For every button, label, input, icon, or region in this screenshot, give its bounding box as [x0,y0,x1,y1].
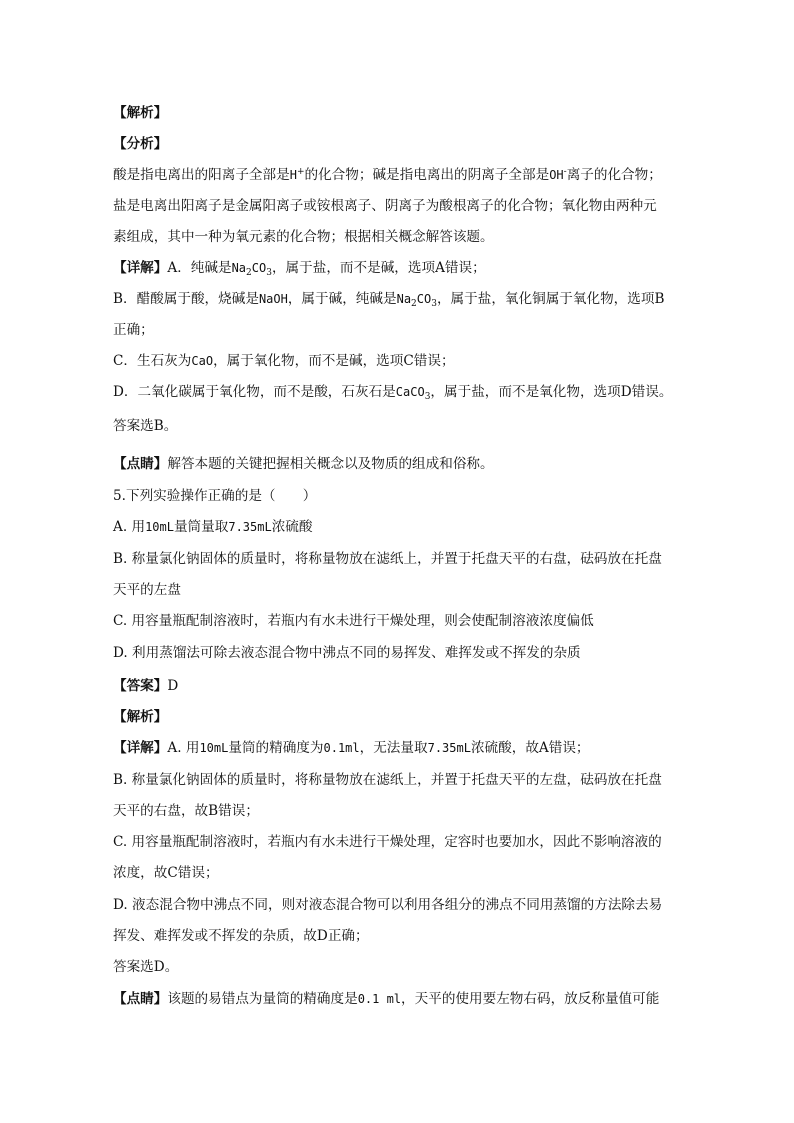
detail2-option-c-line-2: 浓度，故C错误； [113,865,219,881]
detail2-option-d-line-2: 挥发、难挥发或不挥发的杂质，故D正确； [113,928,369,944]
question-5-option-a: A. 用10mL量筒量取7.35mL浓硫酸 [113,519,313,535]
analysis-line-1: 酸是指电离出的阳离子全部是H+的化合物；碱是指电离出的阴离子全部是OH-离子的化合物； [113,167,662,183]
tip-1: 【点睛】解答本题的关键把握相关概念以及物质的组成和俗称。 [113,456,494,472]
tip-2: 【点睛】该题的易错点为量筒的精确度是0.1 ml，天平的使用要左物右码，放反称量值可能 [113,991,660,1007]
question-5-stem: 5.下列实验操作正确的是（ ） [113,488,317,504]
question-5-option-d: D. 利用蒸馏法可除去液态混合物中沸点不同的易挥发、难挥发或不挥发的杂质 [113,645,581,661]
analysis-line-3: 素组成，其中一种为氧元素的化合物；根据相关概念解答该题。 [113,229,494,245]
detail2-option-b-line-1: B. 称量氯化钠固体的质量时，将称量物放在滤纸上，并置于托盘天平的左盘，砝码放在托盘 [113,772,662,788]
section-heading-fenxi: 【分析】 [113,136,168,152]
detail-option-b-line-1: B．醋酸属于酸，烧碱是NaOH，属于碱，纯碱是$Na_2CO_3$，属于盐，氧化铜属于氧化物，选项B [113,291,665,309]
answer-line-1: 答案选B。 [113,418,178,434]
section-heading-analysis: 【解析】 [113,105,168,121]
detail2-option-b-line-2: 天平的右盘，故B错误； [113,803,259,819]
detail-option-a: 【详解】A．纯碱是$Na_2CO_3$，属于盐，而不是碱，选项A错误； [113,260,486,278]
answer-key: 【答案】D [113,678,179,694]
section-heading-analysis-2: 【解析】 [113,709,168,725]
question-5-option-b-line-1: B. 称量氯化钠固体的质量时，将称量物放在滤纸上，并置于托盘天平的右盘，砝码放在托盘 [113,551,662,567]
detail2-option-d-line-1: D. 液态混合物中沸点不同，则对液态混合物可以利用各组分的沸点不同用蒸馏的方法除去易 [113,897,663,913]
question-5-option-c: C. 用容量瓶配制溶液时，若瓶内有水未进行干燥处理，则会使配制溶液浓度偏低 [113,613,594,629]
detail-option-d: D．二氧化碳属于氧化物，而不是酸，石灰石是CaCO$_3$，属于盐，而不是氧化物，选项D错误。 [113,384,673,402]
detail2-option-c-line-1: C. 用容量瓶配制溶液时，若瓶内有水未进行干燥处理，定容时也要加水，因此不影响溶液的 [113,834,662,850]
detail-option-c: C．生石灰为CaO，属于氧化物，而不是碱，选项C错误； [113,353,455,369]
detail-option-b-line-2: 正确； [113,322,154,338]
detail2-option-a: 【详解】A. 用10mL量筒的精确度为0.1ml，无法量取7.35mL浓硫酸，故A错误； [113,740,590,756]
analysis-line-2: 盐是电离出阳离子是金属阳离子或铵根离子、阴离子为酸根离子的化合物；氧化物由两种元 [113,198,657,214]
answer-line-2: 答案选D。 [113,959,179,975]
question-5-option-b-line-2: 天平的左盘 [113,582,181,598]
